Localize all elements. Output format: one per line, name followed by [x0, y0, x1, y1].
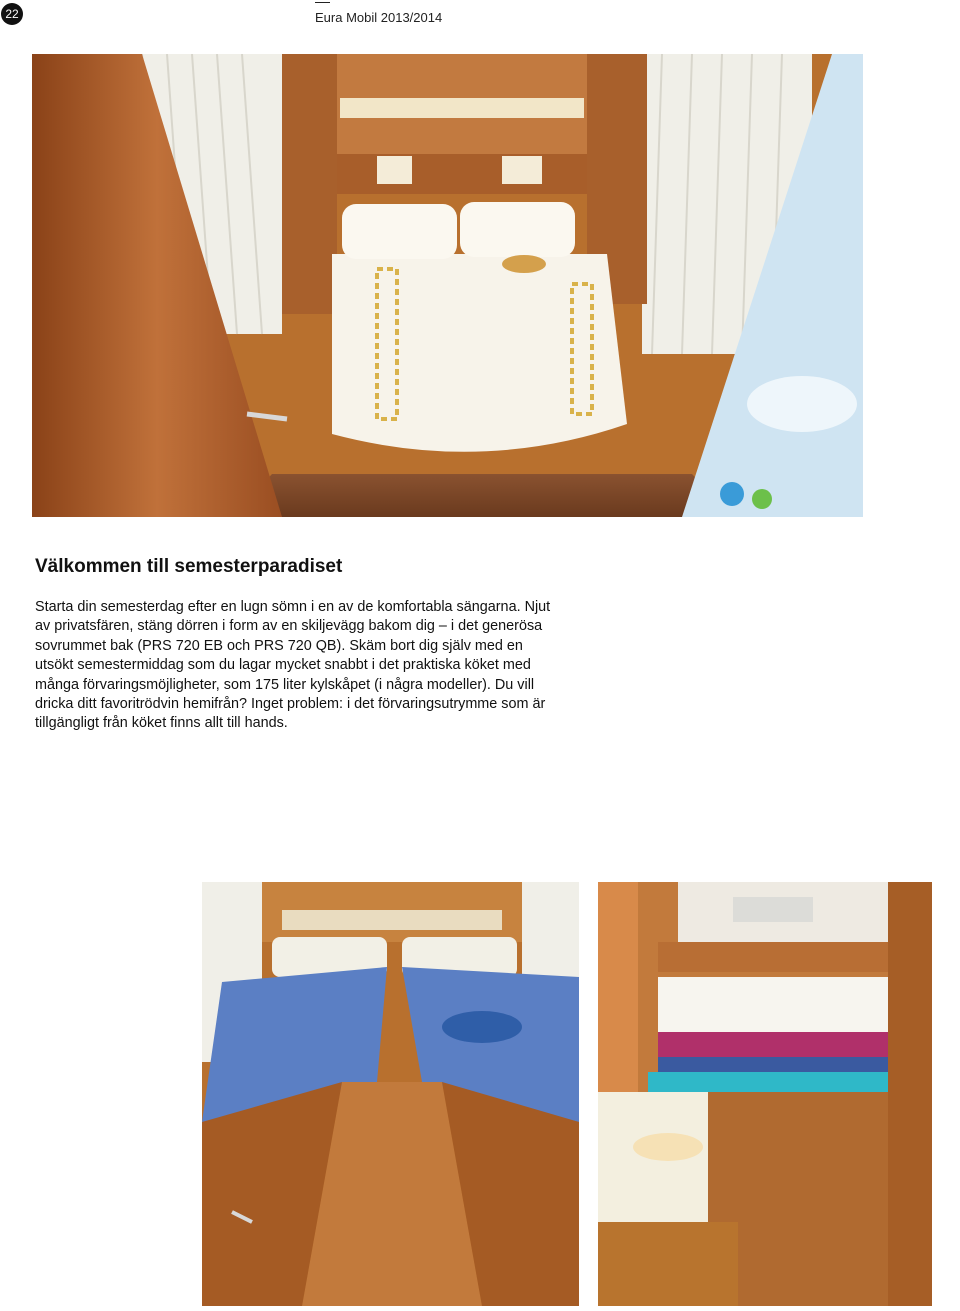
- article-body: [35, 598, 555, 734]
- bedroom-photo: [32, 54, 863, 517]
- article-heading: Välkommen till semesterparadiset: [35, 556, 343, 577]
- twin-beds-photo: [202, 882, 579, 1306]
- article-paragraph: Starta din semesterdag efter en lugn sömn i en av de komfortabla sängarna. Njut av privatsfären, stäng dörren i form av en skiljevägg bakom dig – i det generösa sovrummet bak (PRS 720 EB och PRS 720 QB).: [35, 599, 551, 654]
- publication-title: Eura Mobil 2013/2014: [315, 10, 443, 25]
- header-rule: [315, 2, 330, 3]
- kitchen-photo-icon: [598, 882, 932, 1306]
- twin-beds-photo-icon: [202, 882, 579, 1306]
- page-number: 22: [1, 3, 23, 25]
- kitchen-photo: [598, 882, 932, 1306]
- bedroom-photo-icon: [32, 54, 863, 517]
- article-paragraph: Skäm bort dig själv med en utsökt semestermiddag som du lagar mycket snabbt i det praktiska köket med många förvaringsmöjligheter, som 175 liter kylskåpet (i några modeller). Du vill dricka ditt favoritrödvin hemifrån? Inget problem: i det förvaringsutrymme som är tillgängligt från köket finns allt till hands.: [35, 637, 546, 732]
